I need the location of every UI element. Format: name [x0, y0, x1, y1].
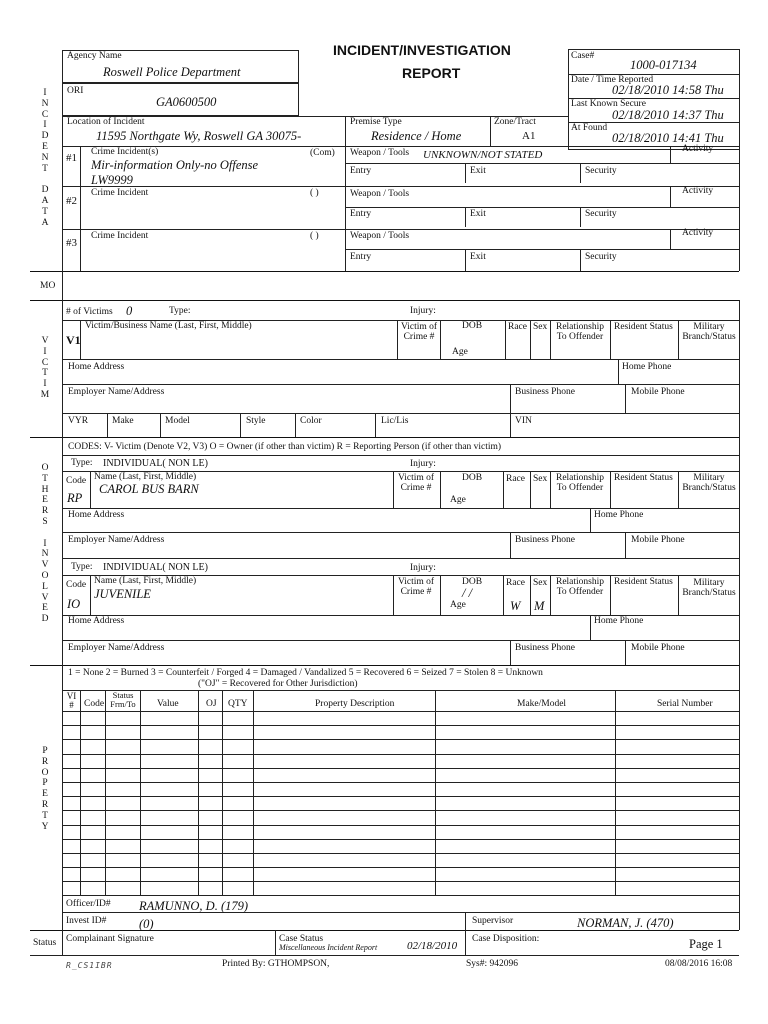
person-2-type-label: Type:: [71, 562, 93, 572]
person-1-type: INDIVIDUAL( NON LE): [103, 458, 208, 469]
officer-label: Officer/ID#: [66, 899, 111, 909]
vehicle-vin-label: VIN: [515, 416, 532, 426]
crime-2-entry-label: Entry: [350, 209, 372, 219]
victim-type-label: Type:: [169, 306, 191, 316]
property-grid-column-line: [198, 690, 199, 895]
victim-crime-number-label: Victim of Crime #: [400, 322, 438, 342]
property-grid-column-line: [105, 690, 106, 895]
page-number: Page 1: [689, 937, 723, 951]
person-2-business-phone-label: Business Phone: [515, 643, 575, 653]
property-col-status: Status Frm/To: [110, 690, 136, 709]
crime-3-label: Crime Incident: [91, 231, 149, 241]
person-2-resident-status-label: Resident Status: [614, 577, 673, 587]
person-1-dob-label: DOB: [462, 473, 483, 483]
victim-dob-label: DOB: [462, 321, 483, 331]
property-col-serial: Serial Number: [657, 699, 713, 709]
property-grid-column-line: [80, 690, 81, 895]
complainant-signature-label: Complainant Signature: [66, 934, 154, 944]
crime-3-entry-label: Entry: [350, 252, 372, 262]
side-label-others-involved: O T H E R S I N V O L V E D: [41, 463, 49, 625]
person-2-crime-number-label: Victim of Crime #: [397, 577, 435, 597]
victim-code: V1: [66, 333, 81, 347]
person-2-code-label: Code: [66, 580, 87, 590]
property-grid-row-line: [62, 782, 739, 783]
vehicle-style-label: Style: [246, 416, 266, 426]
crime-3-weapon-label: Weapon / Tools: [350, 231, 410, 241]
officer-value: RAMUNNO, D. (179): [139, 899, 249, 913]
invest-label: Invest ID#: [66, 916, 107, 926]
property-oj-legend: ("OJ" = Recovered for Other Jurisdiction): [198, 679, 358, 689]
victim-mobile-phone-label: Mobile Phone: [631, 387, 685, 397]
property-grid-row-line: [62, 881, 739, 882]
person-1-resident-status-label: Resident Status: [614, 473, 673, 483]
secure-datetime: 02/18/2010 14:37 Thu: [612, 108, 724, 122]
person-1-business-phone-label: Business Phone: [515, 535, 575, 545]
crime-1-weapon-label: Weapon / Tools: [350, 148, 410, 158]
person-2-dob-label: DOB: [462, 577, 483, 587]
victim-injury-label: Injury:: [410, 306, 436, 316]
victim-count: 0: [126, 304, 133, 318]
secure-label: Last Known Secure: [571, 99, 646, 109]
person-2-name-label: Name (Last, First, Middle): [94, 576, 197, 586]
person-1-home-address-label: Home Address: [68, 510, 125, 520]
case-disposition-label: Case Disposition:: [472, 934, 540, 944]
property-grid-row-line: [62, 853, 739, 854]
person-2-name: JUVENILE: [94, 587, 151, 601]
property-grid-column-line: [222, 690, 223, 895]
victim-sex-label: Sex: [533, 322, 548, 332]
victim-race-label: Race: [508, 322, 527, 332]
person-1-type-label: Type:: [71, 458, 93, 468]
crime-3-exit-label: Exit: [470, 252, 486, 262]
person-2-home-phone-label: Home Phone: [594, 616, 644, 626]
premise-value: Residence / Home: [371, 129, 462, 143]
supervisor-label: Supervisor: [472, 916, 514, 926]
case-number: 1000-017134: [630, 58, 697, 72]
printed-by: Printed By: GTHOMPSON,: [222, 959, 330, 969]
property-grid-column-line: [615, 690, 616, 895]
property-grid-row-line: [62, 768, 739, 769]
victim-name-label: Victim/Business Name (Last, First, Middle): [85, 321, 252, 331]
person-1-code: RP: [67, 491, 83, 505]
person-1-military-label: Military Branch/Status: [682, 473, 736, 493]
zone-label: Zone/Tract: [494, 117, 536, 127]
side-label-victim: V I C T I M: [40, 336, 50, 400]
property-col-vi: VI #: [66, 691, 77, 710]
victim-relationship-label: Relationship To Offender: [555, 322, 605, 342]
case-status-date: 02/18/2010: [407, 940, 458, 952]
property-col-code: Code: [84, 699, 105, 709]
crime-2-label: Crime Incident: [91, 188, 149, 198]
person-2-type: INDIVIDUAL( NON LE): [103, 562, 208, 573]
person-2-sex-label: Sex: [533, 578, 548, 588]
property-grid-row-line: [62, 725, 739, 726]
form-id: R_CS1IBR: [66, 961, 113, 970]
person-2-injury-label: Injury:: [410, 563, 436, 573]
crime-1-activity-label: Activity: [682, 144, 714, 154]
crime-1-com: (Com): [310, 148, 335, 158]
supervisor-value: NORMAN, J. (470): [577, 916, 674, 930]
side-label-property: P R O P E R T Y: [41, 746, 49, 832]
side-label-status: Status: [33, 938, 57, 948]
crime-3-security-label: Security: [585, 252, 617, 262]
side-label-mo: MO: [40, 281, 56, 291]
property-grid-column-line: [140, 690, 141, 895]
invest-value: (0): [139, 917, 154, 931]
person-1-race-label: Race: [506, 474, 525, 484]
vehicle-year-label: VYR: [68, 416, 89, 426]
person-2-employer-label: Employer Name/Address: [68, 643, 165, 653]
premise-label: Premise Type: [350, 117, 402, 127]
victim-home-phone-label: Home Phone: [622, 362, 672, 372]
property-grid-row-line: [62, 810, 739, 811]
property-grid-row-line: [62, 711, 739, 712]
property-grid-row-line: [62, 825, 739, 826]
found-label: At Found: [571, 123, 608, 133]
victim-employer-label: Employer Name/Address: [68, 387, 165, 397]
property-col-oj: OJ: [206, 699, 217, 709]
vehicle-make-label: Make: [112, 416, 134, 426]
property-col-make-model: Make/Model: [517, 699, 567, 709]
crime-2-security-label: Security: [585, 209, 617, 219]
crime-1-number: #1: [66, 152, 77, 164]
system-number: Sys#: 942096: [466, 959, 518, 969]
crime-1-security-label: Security: [585, 166, 617, 176]
report-title-line2: REPORT: [402, 65, 461, 81]
property-col-description: Property Description: [315, 699, 395, 709]
crime-1-entry-label: Entry: [350, 166, 372, 176]
property-col-value: Value: [157, 699, 179, 709]
crime-1-code: LW9999: [91, 173, 133, 187]
crime-2-exit-label: Exit: [470, 209, 486, 219]
found-datetime: 02/18/2010 14:41 Thu: [612, 131, 724, 145]
others-codes-legend: CODES: V- Victim (Denote V2, V3) O = Owner (if other than victim) R = Reporting Person (if other than victim): [68, 442, 502, 452]
victim-resident-status-label: Resident Status: [614, 322, 673, 332]
vehicle-color-label: Color: [300, 416, 322, 426]
person-2-race: W: [510, 599, 521, 613]
person-1-mobile-phone-label: Mobile Phone: [631, 535, 685, 545]
person-2-age-label: Age: [450, 600, 466, 610]
crime-3-activity-label: Activity: [682, 228, 714, 238]
crime-1-label: Crime Incident(s): [91, 147, 159, 157]
crime-3-number: #3: [66, 237, 77, 249]
property-grid-row-line: [62, 839, 739, 840]
person-1-employer-label: Employer Name/Address: [68, 535, 165, 545]
crime-3-com: ( ): [310, 231, 319, 241]
location-label: Location of Incident: [67, 117, 145, 127]
person-2-sex: M: [534, 599, 545, 613]
victim-business-phone-label: Business Phone: [515, 387, 575, 397]
property-col-qty: QTY: [228, 699, 248, 709]
person-1-name: CAROL BUS BARN: [99, 482, 199, 496]
victim-age-label: Age: [452, 347, 468, 357]
agency-label: Agency Name: [67, 51, 122, 61]
property-grid-row-line: [62, 739, 739, 740]
case-status-label: Case Status: [279, 934, 324, 944]
victim-military-label: Military Branch/Status: [682, 322, 736, 342]
person-1-crime-number-label: Victim of Crime #: [397, 473, 435, 493]
print-date: 08/08/2016 16:08: [665, 959, 733, 969]
person-2-military-label: Military Branch/Status: [682, 578, 736, 598]
person-1-age-label: Age: [450, 495, 466, 505]
person-2-code: IO: [67, 597, 81, 611]
property-grid-row-line: [62, 867, 739, 868]
person-2-home-address-label: Home Address: [68, 616, 125, 626]
victim-home-address-label: Home Address: [68, 362, 125, 372]
ori-label: ORI: [67, 86, 84, 96]
crime-1-description: Mir-information Only-no Offense: [91, 158, 259, 172]
property-grid-row-line: [62, 754, 739, 755]
ori-value: GA0600500: [156, 95, 217, 109]
report-title-line1: INCIDENT/INVESTIGATION: [333, 42, 511, 58]
agency-name: Roswell Police Department: [103, 65, 241, 79]
property-status-legend: 1 = None 2 = Burned 3 = Counterfeit / Forged 4 = Damaged / Vandalized 5 = Recovered 6 = Seized 7 = Stolen 8 = Unknown: [68, 668, 543, 678]
vehicle-license-label: Lic/Lis: [381, 416, 409, 426]
crime-2-com: ( ): [310, 188, 319, 198]
person-1-injury-label: Injury:: [410, 459, 436, 469]
person-1-relationship-label: Relationship To Offender: [555, 473, 605, 493]
vehicle-model-label: Model: [165, 416, 190, 426]
victim-count-label: # of Victims: [66, 307, 113, 317]
case-status-value: Miscellaneous Incident Report: [279, 943, 378, 952]
person-1-home-phone-label: Home Phone: [594, 510, 644, 520]
case-label: Case#: [571, 51, 595, 61]
crime-1-exit-label: Exit: [470, 166, 486, 176]
side-label-incident-data: I N C I D E N T D A T A: [41, 88, 49, 228]
person-2-dob: / /: [462, 586, 473, 600]
crime-2-weapon-label: Weapon / Tools: [350, 189, 410, 199]
crime-1-weapon-value: UNKNOWN/NOT STATED: [423, 149, 543, 161]
reported-label: Date / Time Reported: [571, 75, 654, 85]
person-1-sex-label: Sex: [533, 474, 548, 484]
property-grid-row-line: [62, 796, 739, 797]
person-2-relationship-label: Relationship To Offender: [555, 577, 605, 597]
crime-2-activity-label: Activity: [682, 186, 714, 196]
person-2-race-label: Race: [506, 578, 525, 588]
person-1-code-label: Code: [66, 476, 87, 486]
reported-datetime: 02/18/2010 14:58 Thu: [612, 83, 724, 97]
zone-value: A1: [522, 130, 536, 142]
property-grid-column-line: [435, 690, 436, 895]
location-value: 11595 Northgate Wy, Roswell GA 30075-: [96, 129, 302, 143]
person-2-mobile-phone-label: Mobile Phone: [631, 643, 685, 653]
crime-2-number: #2: [66, 195, 77, 207]
property-grid-column-line: [253, 690, 254, 895]
person-1-name-label: Name (Last, First, Middle): [94, 472, 197, 482]
